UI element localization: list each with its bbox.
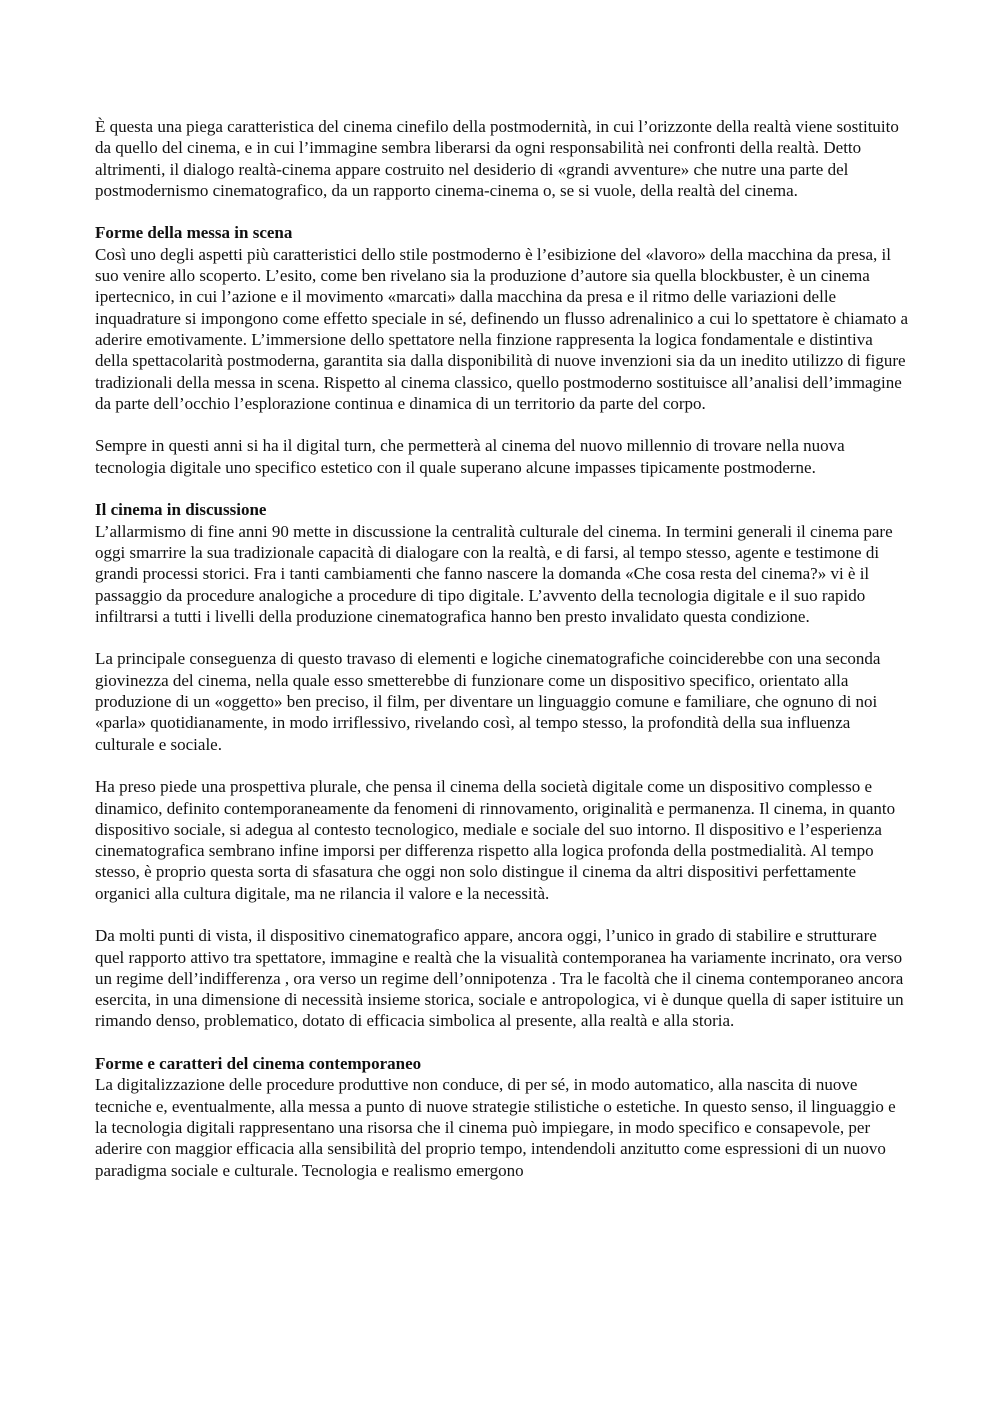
paragraph-dispositivo-cinematografico: Da molti punti di vista, il dispositivo cinematografico appare, ancora oggi, l’unico in grado di stabilire e strutturare quel rapporto attivo tra spettatore, immagine e realtà che la visualità contemporanea ha variamente incrinato, ora verso un regime dell’indifferenza , ora verso un regime dell’onnipotenza . Tra le facoltà che il cinema contemporaneo ancora esercita, in una dimensione di necessità insieme storica, sociale e antropologica, vi è dunque quella di saper istituire un rimando denso, problematico, dotato di efficacia simbolica al presente, alla realtà e alla storia. bbox=[95, 926, 904, 1031]
document-page bbox=[95, 116, 910, 1181]
paragraph-gap bbox=[95, 755, 910, 776]
heading-forme-messa-in-scena: Forme della messa in scena bbox=[95, 223, 293, 243]
paragraph-gap bbox=[95, 904, 910, 925]
heading-forme-caratteri-contemporaneo: Forme e caratteri del cinema contemporaneo bbox=[95, 1054, 422, 1074]
paragraph-gap bbox=[95, 414, 910, 435]
paragraph-gap bbox=[95, 627, 910, 648]
paragraph-stile-postmoderno: Così uno degli aspetti più caratteristici dello stile postmoderno è l’esibizione del «lavoro» della macchina da presa, il suo venire allo scoperto. L’esito, come ben rivelano sia la produzione d’autore sia quella blockbuster, è un cinema ipertecnico, in cui l’azione e il movimento «marcati» dalla macchina da presa e il ritmo delle variazioni delle inquadrature si impongono come effetto speciale in sé, definendo un flusso adrenalinico a cui lo spettatore è chiamato a aderire emotivamente. L’immersione dello spettatore nella finzione rappresenta la logica fondamentale e distintiva della spettacolarità postmoderna, garantita sia dalla disponibilità di nuove invenzioni sia da un inedito utilizzo di figure tradizionali della messa in scena. Rispetto al cinema classico, quello postmoderno sostituisce all’analisi dell’immagine da parte dell’occhio l’esplorazione continua e dinamica di un territorio da parte del corpo. bbox=[95, 244, 909, 413]
paragraph-postmodern-cinephile: È questa una piega caratteristica del cinema cinefilo della postmodernità, in cui l’orizzonte della realtà viene sostituito da quello del cinema, e in cui l’immagine sembra liberarsi da ogni responsabilità nei confronti della realtà. Detto altrimenti, il dialogo realtà-cinema appare costruito nel desiderio di «grandi avventure» che nutre una parte del postmodernismo cinematografico, da un rapporto cinema-cinema o, se si vuole, della realtà del cinema. bbox=[95, 117, 899, 200]
paragraph-gap bbox=[95, 201, 910, 222]
paragraph-gap bbox=[95, 478, 910, 499]
paragraph-seconda-giovinezza: La principale conseguenza di questo travaso di elementi e logiche cinematografiche coinciderebbe con una seconda giovinezza del cinema, nella quale esso smetterebbe di funzionare come un dispositivo specifico, orientato alla produzione di un «oggetto» ben preciso, il film, per diventare un linguaggio comune e familiare, che ognuno di noi «parla» quotidianamente, in modo irriflessivo, rivelando così, al tempo stesso, la profondità della sua influenza culturale e sociale. bbox=[95, 649, 881, 754]
paragraph-digitalizzazione: La digitalizzazione delle procedure produttive non conduce, di per sé, in modo automatico, alla nascita di nuove tecniche e, eventualmente, alla messa a punto di nuove strategie stilistiche o estetiche. In questo senso, il linguaggio e la tecnologia digitali rappresentano una risorsa che il cinema può impiegare, in modo specifico e consapevole, per aderire con maggior efficacia alla sensibilità del proprio tempo, intendendoli anzitutto come espressioni di un nuovo paradigma sociale e culturale. Tecnologia e realismo emergono bbox=[95, 1075, 896, 1180]
paragraph-gap bbox=[95, 1032, 910, 1053]
paragraph-allarmismo: L’allarmismo di fine anni 90 mette in discussione la centralità culturale del cinema. In termini generali il cinema pare oggi smarrire la sua tradizionale capacità di dialogare con la realtà, e di farsi, al tempo stesso, agente e testimone di grandi processi storici. Fra i tanti cambiamenti che fanno nascere la domanda «Che cosa resta del cinema?» vi è il passaggio da procedure analogiche a procedure di tipo digitale. L’avvento della tecnologia digitale e il suo rapido infiltrarsi a tutti i livelli della produzione cinematografica hanno ben presto invalidato questa condizione. bbox=[95, 521, 893, 626]
paragraph-prospettiva-plurale: Ha preso piede una prospettiva plurale, che pensa il cinema della società digitale come un dispositivo complesso e dinamico, definito contemporaneamente da fenomeni di rinnovamento, originalità e permanenza. Il cinema, in quanto dispositivo sociale, si adegua al contesto tecnologico, mediale e sociale del suo intorno. Il dispositivo e l’esperienza cinematografica sembrano infine imporsi per differenza rispetto alla logica profonda della postmedialità. Al tempo stesso, è proprio questa sorta di sfasatura che oggi non solo distingue il cinema da altri dispositivi perfettamente organici alla cultura digitale, ma ne rilancia il valore e la necessità. bbox=[95, 777, 896, 903]
heading-cinema-in-discussione: Il cinema in discussione bbox=[95, 500, 267, 520]
paragraph-digital-turn: Sempre in questi anni si ha il digital turn, che permetterà al cinema del nuovo millennio di trovare nella nuova tecnologia digitale uno specifico estetico con il quale superano alcune impasses tipicamente postmoderne. bbox=[95, 436, 845, 477]
